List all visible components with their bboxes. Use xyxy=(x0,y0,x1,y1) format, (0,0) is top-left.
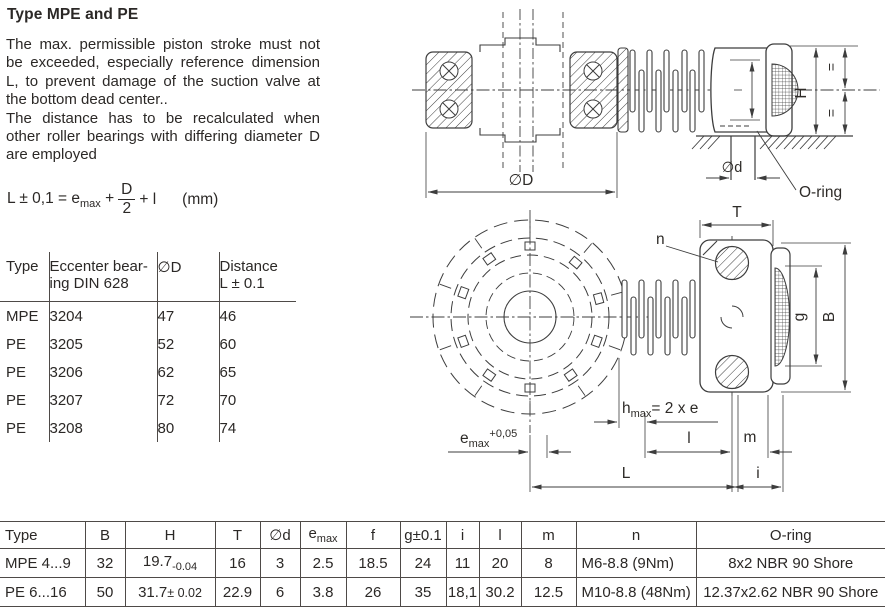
table-header-cell: i xyxy=(446,522,479,549)
table-cell: 11 xyxy=(446,549,479,578)
dim-label-i: i xyxy=(756,465,760,482)
table-row xyxy=(0,578,885,607)
table-cell: 26 xyxy=(346,578,400,607)
bearing-table xyxy=(0,252,296,442)
table-row xyxy=(0,549,885,578)
top-drawing-side-view xyxy=(408,0,885,215)
table-cell: 74 xyxy=(219,419,237,437)
table-cell: 46 xyxy=(219,307,237,325)
table-cell: 80 xyxy=(157,414,219,442)
description-text xyxy=(6,36,320,165)
table-cell: PE 6...16 xyxy=(0,578,85,607)
dim-label-B: B xyxy=(821,311,838,323)
formula-fraction: $\frac{D}{2}$ xyxy=(118,182,135,218)
bottom-drawing-front-view xyxy=(408,200,885,512)
dim-label-m: m xyxy=(743,429,757,446)
table-cell: 72 xyxy=(157,386,219,414)
table-cell: 24 xyxy=(400,549,446,578)
table-cell: PE xyxy=(0,386,49,414)
table-header-row xyxy=(0,522,885,549)
dim-label-l: l xyxy=(687,430,691,447)
dim-label-emax: $e_{max}^{+0,05}$ xyxy=(460,428,518,450)
table-header-cell: Type xyxy=(0,522,85,549)
table-cell: MPE xyxy=(0,302,49,331)
table-cell: 3 xyxy=(260,549,300,578)
table-row xyxy=(0,386,296,414)
stroke-formula xyxy=(7,182,218,218)
formula-lhs: $L \pm 0,1 = e_{max}$ + xyxy=(7,189,115,210)
table-cell: 60 xyxy=(219,335,237,353)
table-cell: 35 xyxy=(400,578,446,607)
table-cell: 3207 xyxy=(49,386,157,414)
table-header-cell: Distance L ± 0.1 xyxy=(219,252,296,302)
table-row xyxy=(0,302,296,331)
paragraph-2: The distance has to be recalculated when other roller bearings with differing diameter D are employed xyxy=(6,109,320,164)
dim-label-hmax: $h_{max}= 2$ x e xyxy=(622,400,699,420)
table-cell: 12.5 xyxy=(521,578,576,607)
table-header-cell: m xyxy=(521,522,576,549)
table-cell: 22.9 xyxy=(215,578,260,607)
dimension-table xyxy=(0,521,885,607)
table-cell: 3205 xyxy=(49,330,157,358)
table-header-cell: l xyxy=(479,522,521,549)
table-cell: PE xyxy=(0,358,49,386)
table-cell: 2.5 xyxy=(300,549,346,578)
table-cell: 12.37x2.62 NBR 90 Shore xyxy=(696,578,885,607)
table-cell: M6-8.8 (9Nm) xyxy=(576,549,696,578)
table-header-cell: Type xyxy=(0,252,49,302)
dim-label-equal-top: = xyxy=(823,62,839,72)
dim-label-T: T xyxy=(732,204,742,221)
table-cell: 32 xyxy=(85,549,125,578)
table-header-cell: O-ring xyxy=(696,522,885,549)
table-cell: 8x2 NBR 90 Shore xyxy=(696,549,885,578)
table-cell: PE xyxy=(0,330,49,358)
table-cell: $19.7_{-0.04}$ xyxy=(125,549,215,578)
dim-label-L: L xyxy=(621,465,631,482)
table-cell: 65 xyxy=(219,363,237,381)
table-cell: MPE 4...9 xyxy=(0,549,85,578)
dim-label-diaD: ∅D xyxy=(508,172,534,189)
table-row xyxy=(0,414,296,442)
table-cell: 52 xyxy=(157,330,219,358)
table-cell: M10-8.8 (48Nm) xyxy=(576,578,696,607)
table-cell: 20 xyxy=(479,549,521,578)
table-header-cell: $e_{max}$ xyxy=(300,522,346,549)
table-cell: 18.5 xyxy=(346,549,400,578)
table-cell: 3.8 xyxy=(300,578,346,607)
table-row xyxy=(0,358,296,386)
table-cell: 18,1 xyxy=(446,578,479,607)
table-cell: 3206 xyxy=(49,358,157,386)
table-header-cell: n xyxy=(576,522,696,549)
table-cell: 70 xyxy=(219,391,237,409)
table-cell: 47 xyxy=(157,302,219,331)
table-cell: 30.2 xyxy=(479,578,521,607)
table-cell: 6 xyxy=(260,578,300,607)
table-cell: 3204 xyxy=(49,302,157,331)
table-header-cell: H xyxy=(125,522,215,549)
dim-label-equal-bottom: = xyxy=(823,108,839,118)
table-cell: 16 xyxy=(215,549,260,578)
table-header-cell: B xyxy=(85,522,125,549)
table-cell: 50 xyxy=(85,578,125,607)
table-cell: 3208 xyxy=(49,414,157,442)
table-header-cell: ∅D xyxy=(157,252,219,302)
table-cell: 62 xyxy=(157,358,219,386)
table-cell: PE xyxy=(0,414,49,442)
table-row xyxy=(0,330,296,358)
table-header-cell: T xyxy=(215,522,260,549)
dim-label-g: g xyxy=(791,312,808,322)
table-header-cell: ∅d xyxy=(260,522,300,549)
paragraph-1: The max. permissible piston stroke must not be exceeded, especially reference dimension L, to prevent damage of the suction valve at the bottom dead center.. xyxy=(6,36,320,109)
formula-unit: (mm) xyxy=(182,190,219,208)
dim-label-diad: ∅d xyxy=(721,160,743,176)
page-title: Type MPE and PE xyxy=(7,6,139,23)
table-header-cell: Eccenter bear- ing DIN 628 xyxy=(49,252,157,302)
formula-rhs: + l xyxy=(139,190,157,208)
table-cell: 8 xyxy=(521,549,576,578)
table-cell: 31.7± 0.02 xyxy=(125,578,215,607)
dim-label-n: n xyxy=(656,231,665,248)
table-header-cell: f xyxy=(346,522,400,549)
table-header-cell: g±0.1 xyxy=(400,522,446,549)
oring-label: O-ring xyxy=(799,184,843,201)
dim-label-H: H xyxy=(793,87,810,99)
